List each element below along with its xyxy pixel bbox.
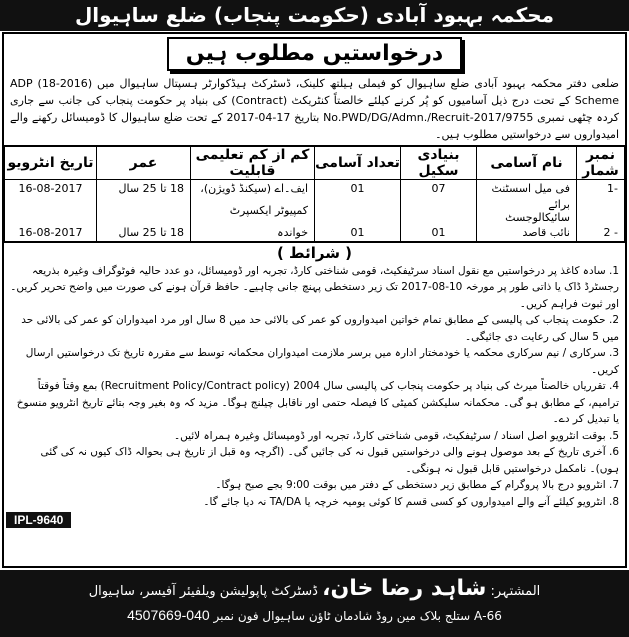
post-line2: برائے سائیکالوجسٹ (477, 198, 577, 224)
condition-item: 5. بوقت انٹرویو اصل اسناد / سرٹیفکیٹ، قومی شناختی کارڈ، تجربہ اور ڈومیسائل وغیرہ ہمراہ لائیں۔ (173, 429, 619, 442)
intro-text: ضلعی دفتر محکمہ بہبود آبادی ضلع ساہیوال کو فیملی ہیلتھ کلینک، ڈسٹرکٹ ہیڈکوارٹر ہسپتال ساہیوال میں (2016-18) ADP Scheme کے تحت درج ذیل آسامیوں کو پُر کرنے کیلئے خالصتاً کنٹریکٹ (Contract) کی بنیاد پر حکومت پنجاب کی جانب سے جاری کردہ چٹھی نمبری No.PWD/DG/Admn./Recruit-2017/9755 بتاریخ 17-04-2017 کے تحت ضلع ساہیوال کا ڈومیسائل رکھنے والے امیدواروں سے درخواستیں مطلوب ہیں۔ (10, 77, 619, 141)
address: 66-A ستلج بلاک مین روڈ شادمان ٹاؤن ساہیوال (262, 609, 502, 623)
posts-table (4, 145, 625, 243)
condition-item: 7. انٹرویو درج بالا پروگرام کے مطابق زیر دستخطی کے دفتر میں بوقت 9:00 بجے صبح ہوگا۔ (215, 479, 619, 491)
condition-item: 4. تقرریاں خالصتاً میرٹ کی بنیاد پر حکومت پنجاب کی پالیسی سال 2004 (Recruitment Policy/Contract policy) بمع وقتاً فوقتاً ترامیم، کے مطابق ہو گی۔ محکمانہ سلیکشن کمیٹی کا فیصلہ حتمی اور ناقابل چیلنج ہوگا۔ مزید کہ وہ بغیر وجہ بتائے تاریخ انٹرویو منسوخ یا تبدیل کر دے۔ (16, 380, 619, 425)
count: 01 (315, 180, 401, 198)
interview-date: 16-08-2017 (5, 180, 97, 198)
age: 18 تا 25 سال (97, 224, 191, 242)
condition-item: 1. سادہ کاغذ پر درخواستیں مع نقول اسناد سرٹیفکیٹ، قومی شناختی کارڈ، تجربہ اور ڈومیسائل، دو عدد حالیہ فوٹوگراف وغیرہ بذریعہ رجسٹرڈ ڈاک یا ذاتی طور پر مورخہ 10-08-2017 تک زیر دستخطی پہنچ جانی چاہیے۔ حافظ قرآن ہونے کی صورت میں واضح تحریر کریں۔ اور ثبوت فراہم کریں۔ (10, 264, 619, 310)
advertiser-footer (0, 570, 629, 637)
col-scale: بنیادی سکیل (401, 146, 477, 180)
condition-item: 3. سرکاری / نیم سرکاری محکمہ یا خودمختار ادارہ میں برسر ملازمت امیدواران محکمانہ توسط سے مقررہ تاریخ تک درخواستیں ارسال کریں۔ (25, 347, 619, 376)
serial: - 2 (577, 224, 625, 242)
table-row (5, 224, 625, 242)
qualification-line2: کمپیوٹر ایکسپرٹ (191, 198, 315, 224)
col-age: عمر (97, 146, 191, 180)
qualification: خواندہ (191, 224, 315, 242)
col-interview-date: تاریخ انٹرویو (5, 146, 97, 180)
scale: 07 (401, 180, 477, 198)
phone-label: فون نمبر (213, 609, 259, 623)
qualification: ایف۔اے (سیکنڈ ڈویژن)، (191, 180, 315, 198)
conditions-list (10, 263, 619, 511)
condition-item: 6. آخری تاریخ کے بعد موصول ہونے والی درخواستیں قبول نہ کی جائیں گی۔ (اگرچہ وہ قبل از تاریخ ہی بحوالہ ڈاک کیوں نہ کی گئی ہوں)۔ نامکمل درخواستیں قابل قبول نہ ہونگی۔ (40, 446, 619, 475)
serial: -1 (577, 180, 625, 198)
advertiser-designation: ڈسٹرکٹ پاپولیشن ویلفیئر آفیسر، ساہیوال (88, 584, 318, 599)
col-post: نام آسامی (477, 146, 577, 180)
table-row (5, 180, 625, 198)
phone-number: 040-4507669 (127, 607, 210, 623)
advertiser-name: شاہد رضا خان، (322, 576, 487, 601)
ipl-badge: IPL-9640 (6, 512, 71, 528)
advertisement-body (2, 32, 627, 568)
table-row-continued (5, 198, 625, 224)
condition-item: 2. حکومت پنجاب کی پالیسی کے مطابق تمام خواتین امیدواروں کو عمر کی بالائی حد میں 8 سال اور مرد امیدواران کو عمر کی بالائی حد میں 5 سال کی رعایت دی جائیگی۔ (21, 314, 619, 343)
col-serial: نمبر شمار (577, 146, 625, 180)
col-qualification: کم از کم تعلیمی قابلیت (191, 146, 315, 180)
interview-date: 16-08-2017 (5, 224, 97, 242)
condition-item: 8. انٹرویو کیلئے آنے والے امیدواروں کو کسی قسم کا کوئی یومیہ خرچہ یا TA/DA نہ دیا جائے گا۔ (203, 495, 619, 508)
advertiser-label: المشتہر: (490, 584, 541, 599)
scale: 01 (401, 224, 477, 242)
col-count: تعداد آسامی (315, 146, 401, 180)
page-title: درخواستیں مطلوب ہیں (167, 37, 462, 71)
post: نائب قاصد (477, 224, 577, 242)
post: فی میل اسسٹنٹ (477, 180, 577, 198)
conditions-title: ( شرائط ) (276, 243, 353, 262)
department-header: محکمہ بہبود آبادی (حکومت پنجاب) ضلع ساہیوال (0, 0, 629, 31)
table-header (5, 146, 625, 180)
count: 01 (315, 224, 401, 242)
age: 18 تا 25 سال (97, 180, 191, 198)
